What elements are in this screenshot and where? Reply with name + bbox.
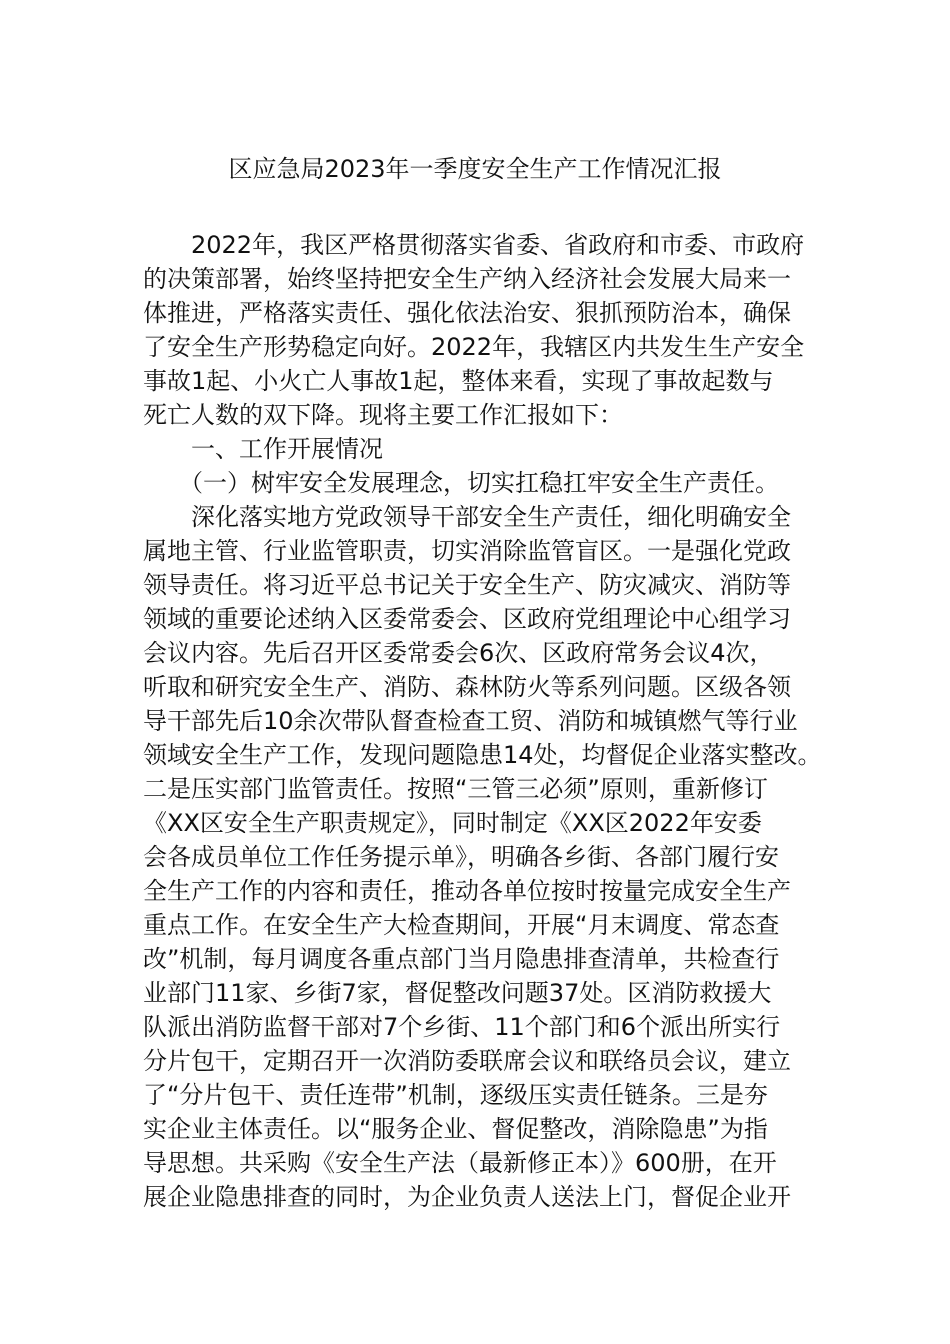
paragraph-line: 实企业主体责任。以“服务企业、督促整改，消除隐患”为指 bbox=[143, 1115, 768, 1143]
paragraph-line: 领域安全生产工作，发现问题隐患14处，均督促企业落实整改。 bbox=[143, 741, 822, 769]
paragraph-line: 属地主管、行业监管职责，切实消除监管盲区。一是强化党政 bbox=[143, 537, 791, 565]
paragraph-line: 死亡人数的双下降。现将主要工作汇报如下： bbox=[143, 401, 623, 429]
paragraph-line: 事故1起、小火亡人事故1起，整体来看，实现了事故起数与 bbox=[143, 367, 774, 395]
paragraph-line: 了安全生产形势稳定向好。2022年，我辖区内共发生生产安全 bbox=[143, 333, 805, 361]
subsection-heading: （一）树牢安全发展理念，切实扛稳扛牢安全生产责任。 bbox=[143, 469, 779, 497]
paragraph-line: 2022年，我区严格贯彻落实省委、省政府和市委、市政府 bbox=[143, 231, 805, 259]
paragraph-line: 体推进，严格落实责任、强化依法治安、狠抓预防治本，确保 bbox=[143, 299, 791, 327]
paragraph-line: 领导责任。将习近平总书记关于安全生产、防灾减灾、消防等 bbox=[143, 571, 791, 599]
paragraph-line: 改”机制，每月调度各重点部门当月隐患排查清单，共检查行 bbox=[143, 945, 780, 973]
paragraph-line: 听取和研究安全生产、消防、森林防火等系列问题。区级各领 bbox=[143, 673, 791, 701]
paragraph-line: 导思想。共采购《安全生产法（最新修正本）》600册，在开 bbox=[143, 1149, 777, 1177]
paragraph-line: 业部门11家、乡街7家，督促整改问题37处。区消防救援大 bbox=[143, 979, 772, 1007]
paragraph-line: 全生产工作的内容和责任，推动各单位按时按量完成安全生产 bbox=[143, 877, 791, 905]
section-heading: 一、工作开展情况 bbox=[143, 435, 383, 463]
paragraph-line: 了“分片包干、责任连带”机制，逐级压实责任链条。三是夯 bbox=[143, 1081, 768, 1109]
paragraph-line: 会各成员单位工作任务提示单》，明确各乡街、各部门履行安 bbox=[143, 843, 779, 871]
paragraph-line: 领域的重要论述纳入区委常委会、区政府党组理论中心组学习 bbox=[143, 605, 791, 633]
paragraph-line: 二是压实部门监管责任。按照“三管三必须”原则，重新修订 bbox=[143, 775, 768, 803]
paragraph-line: 分片包干，定期召开一次消防委联席会议和联络员会议，建立 bbox=[143, 1047, 791, 1075]
paragraph-line: 的决策部署，始终坚持把安全生产纳入经济社会发展大局来一 bbox=[143, 265, 791, 293]
document-title: 区应急局2023年一季度安全生产工作情况汇报 bbox=[228, 155, 722, 183]
paragraph-line: 《XX区安全生产职责规定》，同时制定《XX区2022年安委 bbox=[143, 809, 762, 837]
paragraph-line: 队派出消防监督干部对7个乡街、11个部门和6个派出所实行 bbox=[143, 1013, 781, 1041]
paragraph-line: 深化落实地方党政领导干部安全生产责任，细化明确安全 bbox=[143, 503, 791, 531]
paragraph-line: 导干部先后10余次带队督查检查工贸、消防和城镇燃气等行业 bbox=[143, 707, 798, 735]
paragraph-line: 会议内容。先后召开区委常委会6次、区政府常务会议4次， bbox=[143, 639, 774, 667]
paragraph-line: 重点工作。在安全生产大检查期间，开展“月末调度、常态查 bbox=[143, 911, 780, 939]
paragraph-line: 展企业隐患排查的同时，为企业负责人送法上门，督促企业开 bbox=[143, 1183, 791, 1211]
